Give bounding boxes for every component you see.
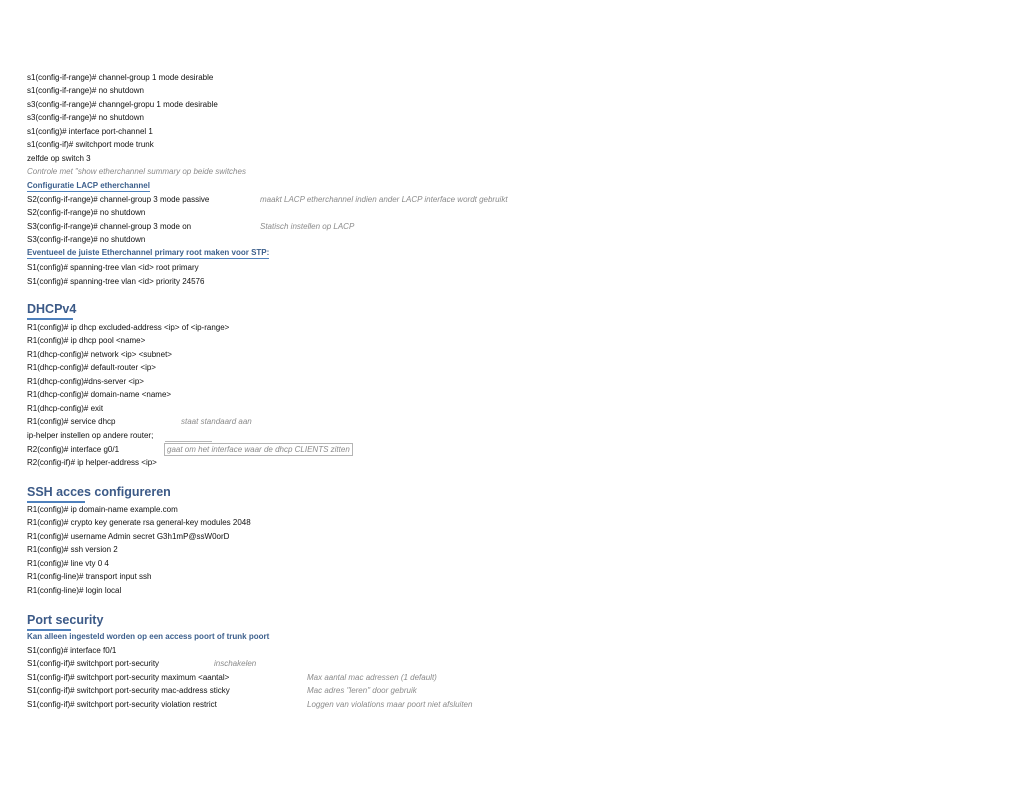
section-title-ssh: SSH acces configureren: [27, 485, 171, 499]
divider: [165, 441, 212, 442]
config-line: S1(config-if)# switchport port-security mac-address sticky: [27, 686, 230, 695]
config-line: R2(config)# interface g0/1: [27, 445, 120, 454]
section-title-port-security: Port security: [27, 613, 104, 627]
config-line: s3(config-if-range)# channgel-gropu 1 mode desirable: [27, 100, 218, 109]
lacp-heading: Configuratie LACP etherchannel: [27, 181, 150, 190]
config-line: S2(config-if-range)# no shutdown: [27, 208, 146, 217]
config-line: R1(config-line)# transport input ssh: [27, 572, 152, 581]
config-line: R1(dhcp-config)#dns-server <ip>: [27, 377, 144, 386]
config-line: R1(config)# crypto key generate rsa general-key modules 2048: [27, 518, 251, 527]
comment-text: Max aantal mac adressen (1 default): [307, 673, 437, 682]
config-line: S3(config-if-range)# no shutdown: [27, 235, 146, 244]
config-line: s3(config-if-range)# no shutdown: [27, 113, 144, 122]
config-line: R1(config)# line vty 0 4: [27, 559, 109, 568]
config-line: R1(dhcp-config)# domain-name <name>: [27, 390, 172, 399]
config-line: R2(config-if)# ip helper-address <ip>: [27, 458, 157, 467]
config-line: S3(config-if-range)# channel-group 3 mode on: [27, 222, 192, 231]
config-line: S1(config-if)# switchport port-security violation restrict: [27, 700, 217, 709]
config-line: R1(config)# service dhcp: [27, 417, 116, 426]
comment-text: Mac adres "leren" door gebruik: [307, 686, 417, 695]
config-line: R1(config)# ip dhcp pool <name>: [27, 336, 146, 345]
config-line: R1(config)# ip dhcp excluded-address <ip> of <ip-range>: [27, 323, 230, 332]
config-line: R1(config-line)# login local: [27, 586, 122, 595]
comment-text: maakt LACP etherchannel indien ander LACP interface wordt gebruikt: [260, 195, 508, 204]
config-line: s1(config-if)# switchport mode trunk: [27, 140, 154, 149]
config-line: s1(config-if-range)# no shutdown: [27, 86, 144, 95]
config-line: S2(config-if-range)# channel-group 3 mode passive: [27, 195, 210, 204]
config-line: R1(dhcp-config)# default-router <ip>: [27, 363, 156, 372]
section-title-dhcp: DHCPv4: [27, 302, 77, 316]
config-line: s1(config)# interface port-channel 1: [27, 127, 153, 136]
comment-text: Loggen van violations maar poort niet afsluiten: [307, 700, 473, 709]
config-line: R1(config)# username Admin secret G3h1mP@ssW0orD: [27, 532, 230, 541]
config-line: R1(config)# ip domain-name example.com: [27, 505, 178, 514]
comment-text: Statisch instellen op LACP: [260, 222, 355, 231]
note-line: ip-helper instellen op andere router;: [27, 431, 154, 440]
config-line: s1(config-if-range)# channel-group 1 mode desirable: [27, 73, 214, 82]
config-line: S1(config)# spanning-tree vlan <id> root primary: [27, 263, 199, 272]
config-line: R1(dhcp-config)# network <ip> <subnet>: [27, 350, 172, 359]
portsec-heading: Kan alleen ingesteld worden op een access poort of trunk poort: [27, 632, 270, 641]
config-line: R1(config)# ssh version 2: [27, 545, 118, 554]
note-line: zelfde op switch 3: [27, 154, 91, 163]
config-line: S1(config)# interface f0/1: [27, 646, 117, 655]
comment-text: staat standaard aan: [181, 417, 252, 426]
config-line: S1(config)# spanning-tree vlan <id> priority 24576: [27, 277, 205, 286]
config-line: R1(dhcp-config)# exit: [27, 404, 104, 413]
section-underline: [27, 318, 73, 320]
stp-heading: Eventueel de juiste Etherchannel primary root maken voor STP:: [27, 248, 270, 257]
comment-line: Controle met "show etherchannel summary op beide switches: [27, 167, 246, 176]
comment-text: inschakelen: [214, 659, 257, 668]
config-line: S1(config-if)# switchport port-security maximum <aantal>: [27, 673, 230, 682]
comment-text: gaat om het interface waar de dhcp CLIENTS zitten: [164, 443, 353, 456]
config-line: S1(config-if)# switchport port-security: [27, 659, 160, 668]
